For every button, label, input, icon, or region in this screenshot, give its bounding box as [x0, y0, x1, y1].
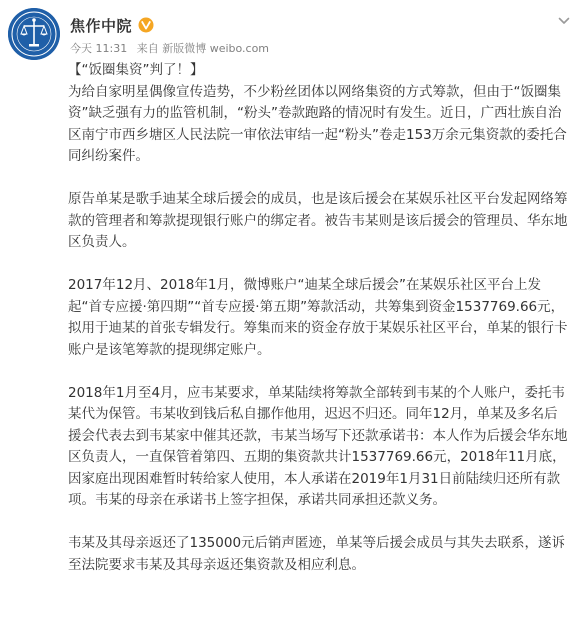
post-content: [68, 60, 568, 598]
post-meta: [70, 40, 275, 56]
post-time[interactable]: 今天 11:31: [70, 42, 128, 55]
post-headline: 【“饭圈集资”判了！】: [68, 62, 204, 78]
post-paragraph: 2018年1月至4月，应韦某要求，单某陆续将筹款全部转到韦某的个人账户，委托韦某代为保管。韦某收到钱后私自挪作他用，迟迟不归还。同年12月，单某及多名后援会代表去到韦某家中催其还款，韦某当场写下还款承诺书：本人作为后援会华东地区负责人，一直保管着第四、五期的集资款共计1537769.66元，2018年11月底，因家庭出现困难暂时转给家人使用，本人承诺在2019年1月31日前陆续归还所有款项。韦某的母亲在承诺书上签字担保，承诺共同承担还款义务。: [68, 384, 568, 508]
court-emblem-icon: [8, 8, 60, 60]
post-paragraph: 韦某及其母亲返还了135000元后销声匿迹，单某等后援会成员与其失去联系，遂诉至法院要求韦某及其母亲返还集资款及相应利息。: [68, 535, 566, 573]
chevron-down-icon[interactable]: [557, 14, 571, 28]
author-row: [70, 14, 154, 36]
verified-v-icon[interactable]: [138, 17, 154, 33]
author-name[interactable]: 焦作中院: [70, 16, 133, 35]
post-header: [8, 6, 575, 62]
avatar[interactable]: [8, 8, 60, 60]
post-paragraph: 2017年12月、2018年1月，微博账户“迪某全球后援会”在某娱乐社区平台上发起“首专应援·第四期”“首专应援·第五期”筹款活动，共筹集到资金1537769.66元，拟用于迪某的首张专辑发行。筹集而来的资金存放于某娱乐社区平台，单某的银行卡账户是该笔筹款的提现绑定账户。: [68, 277, 568, 358]
post-paragraph: 原告单某是歌手迪某全球后援会的成员，也是该后援会在某娱乐社区平台发起网络筹款的管理者和筹款提现银行账户的绑定者。被告韦某则是该后援会的管理员、华东地区负责人。: [68, 191, 568, 250]
post-source[interactable]: 来自 新版微博 weibo.com: [136, 42, 270, 55]
post-paragraph: 为给自家明星偶像宣传造势，不少粉丝团体以网络集资的方式筹款，但由于“饭圈集资”缺乏强有力的监管机制，“粉头”卷款跑路的情况时有发生。近日，广西壮族自治区南宁市西乡塘区人民法院一审依法审结一起“粉头”卷走153万余元集资款的委托合同纠纷案件。: [68, 83, 567, 164]
